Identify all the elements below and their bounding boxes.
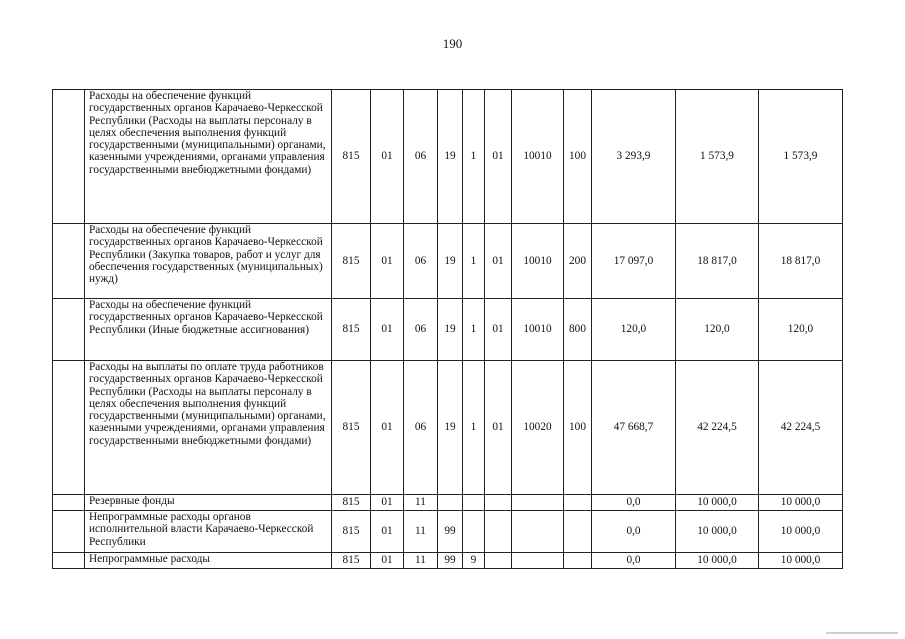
code-ministry: 815 <box>332 511 371 553</box>
item-name: Резервные фонды <box>85 495 332 511</box>
table-row <box>53 511 843 553</box>
code-subsection: 06 <box>404 90 438 224</box>
item-name: Непрограммные расходы органов исполнительной власти Карачаево-Черкесской Республики <box>85 511 332 553</box>
amount-year-3: 10 000,0 <box>759 553 843 569</box>
code-program: 19 <box>438 361 463 495</box>
row-marker-cell <box>53 224 85 299</box>
amount-year-3: 42 224,5 <box>759 361 843 495</box>
amount-year-1: 0,0 <box>592 511 676 553</box>
code-event: 01 <box>485 299 512 361</box>
code-ministry: 815 <box>332 495 371 511</box>
code-section: 01 <box>371 495 404 511</box>
code-ministry: 815 <box>332 224 371 299</box>
code-event: 01 <box>485 90 512 224</box>
code-program: 19 <box>438 90 463 224</box>
item-name: Непрограммные расходы <box>85 553 332 569</box>
budget-table <box>52 89 843 569</box>
code-expense-type <box>564 553 592 569</box>
row-marker-cell <box>53 361 85 495</box>
table-row <box>53 224 843 299</box>
code-section: 01 <box>371 361 404 495</box>
amount-year-1: 120,0 <box>592 299 676 361</box>
amount-year-2: 120,0 <box>676 299 759 361</box>
code-section: 01 <box>371 299 404 361</box>
amount-year-2: 18 817,0 <box>676 224 759 299</box>
code-subsection: 06 <box>404 224 438 299</box>
code-expense-type <box>564 511 592 553</box>
code-program: 99 <box>438 511 463 553</box>
amount-year-1: 17 097,0 <box>592 224 676 299</box>
scan-artifact <box>826 632 898 634</box>
row-marker-cell <box>53 511 85 553</box>
amount-year-3: 120,0 <box>759 299 843 361</box>
amount-year-2: 10 000,0 <box>676 495 759 511</box>
amount-year-2: 10 000,0 <box>676 553 759 569</box>
code-section: 01 <box>371 90 404 224</box>
item-name: Расходы на выплаты по оплате труда работников государственных органов Карачаево-Черкесской Республики (Расходы на выплаты персоналу в целях обеспечения выполнения функций государственными (муниципальными) органами, казенными учреждениями, органами управления государственными внебюджетными фондами) <box>85 361 332 495</box>
code-expense-type <box>564 495 592 511</box>
code-event <box>485 511 512 553</box>
code-ministry: 815 <box>332 299 371 361</box>
code-program: 19 <box>438 299 463 361</box>
code-direction: 10010 <box>512 299 564 361</box>
amount-year-1: 3 293,9 <box>592 90 676 224</box>
code-direction: 10010 <box>512 90 564 224</box>
code-program: 19 <box>438 224 463 299</box>
table-row <box>53 553 843 569</box>
code-subsection: 06 <box>404 299 438 361</box>
code-direction <box>512 495 564 511</box>
code-subsection: 11 <box>404 495 438 511</box>
code-event: 01 <box>485 224 512 299</box>
amount-year-2: 10 000,0 <box>676 511 759 553</box>
code-subprogram: 1 <box>463 90 485 224</box>
code-subprogram: 1 <box>463 224 485 299</box>
table-row <box>53 299 843 361</box>
code-direction <box>512 553 564 569</box>
code-subprogram: 1 <box>463 299 485 361</box>
amount-year-1: 0,0 <box>592 553 676 569</box>
code-ministry: 815 <box>332 90 371 224</box>
code-section: 01 <box>371 553 404 569</box>
code-subprogram: 1 <box>463 361 485 495</box>
row-marker-cell <box>53 90 85 224</box>
row-marker-cell <box>53 553 85 569</box>
table-row <box>53 90 843 224</box>
code-expense-type: 100 <box>564 90 592 224</box>
item-name: Расходы на обеспечение функций государственных органов Карачаево-Черкесской Республики (Иные бюджетные ассигнования) <box>85 299 332 361</box>
code-subprogram <box>463 495 485 511</box>
code-program: 99 <box>438 553 463 569</box>
code-subsection: 11 <box>404 511 438 553</box>
amount-year-2: 42 224,5 <box>676 361 759 495</box>
page-number: 190 <box>442 36 463 51</box>
code-section: 01 <box>371 224 404 299</box>
code-expense-type: 200 <box>564 224 592 299</box>
item-name: Расходы на обеспечение функций государственных органов Карачаево-Черкесской Республики (Расходы на выплаты персоналу в целях обеспечения выполнения функций государственными (муниципальными) органами, казенными учреждениями, органами управления государственными внебюджетными фондами) <box>85 90 332 224</box>
code-subprogram <box>463 511 485 553</box>
code-direction: 10010 <box>512 224 564 299</box>
table-row <box>53 495 843 511</box>
amount-year-3: 1 573,9 <box>759 90 843 224</box>
amount-year-2: 1 573,9 <box>676 90 759 224</box>
row-marker-cell <box>53 495 85 511</box>
code-expense-type: 100 <box>564 361 592 495</box>
table-row <box>53 361 843 495</box>
code-program <box>438 495 463 511</box>
item-name: Расходы на обеспечение функций государственных органов Карачаево-Черкесской Республики (Закупка товаров, работ и услуг для обеспечения государственных (муниципальных) нужд) <box>85 224 332 299</box>
row-marker-cell <box>53 299 85 361</box>
amount-year-1: 47 668,7 <box>592 361 676 495</box>
code-subsection: 11 <box>404 553 438 569</box>
amount-year-3: 18 817,0 <box>759 224 843 299</box>
code-event <box>485 495 512 511</box>
code-expense-type: 800 <box>564 299 592 361</box>
code-subsection: 06 <box>404 361 438 495</box>
code-section: 01 <box>371 511 404 553</box>
code-event: 01 <box>485 361 512 495</box>
amount-year-3: 10 000,0 <box>759 495 843 511</box>
amount-year-1: 0,0 <box>592 495 676 511</box>
code-subprogram: 9 <box>463 553 485 569</box>
amount-year-3: 10 000,0 <box>759 511 843 553</box>
code-ministry: 815 <box>332 361 371 495</box>
code-event <box>485 553 512 569</box>
code-direction <box>512 511 564 553</box>
code-direction: 10020 <box>512 361 564 495</box>
code-ministry: 815 <box>332 553 371 569</box>
